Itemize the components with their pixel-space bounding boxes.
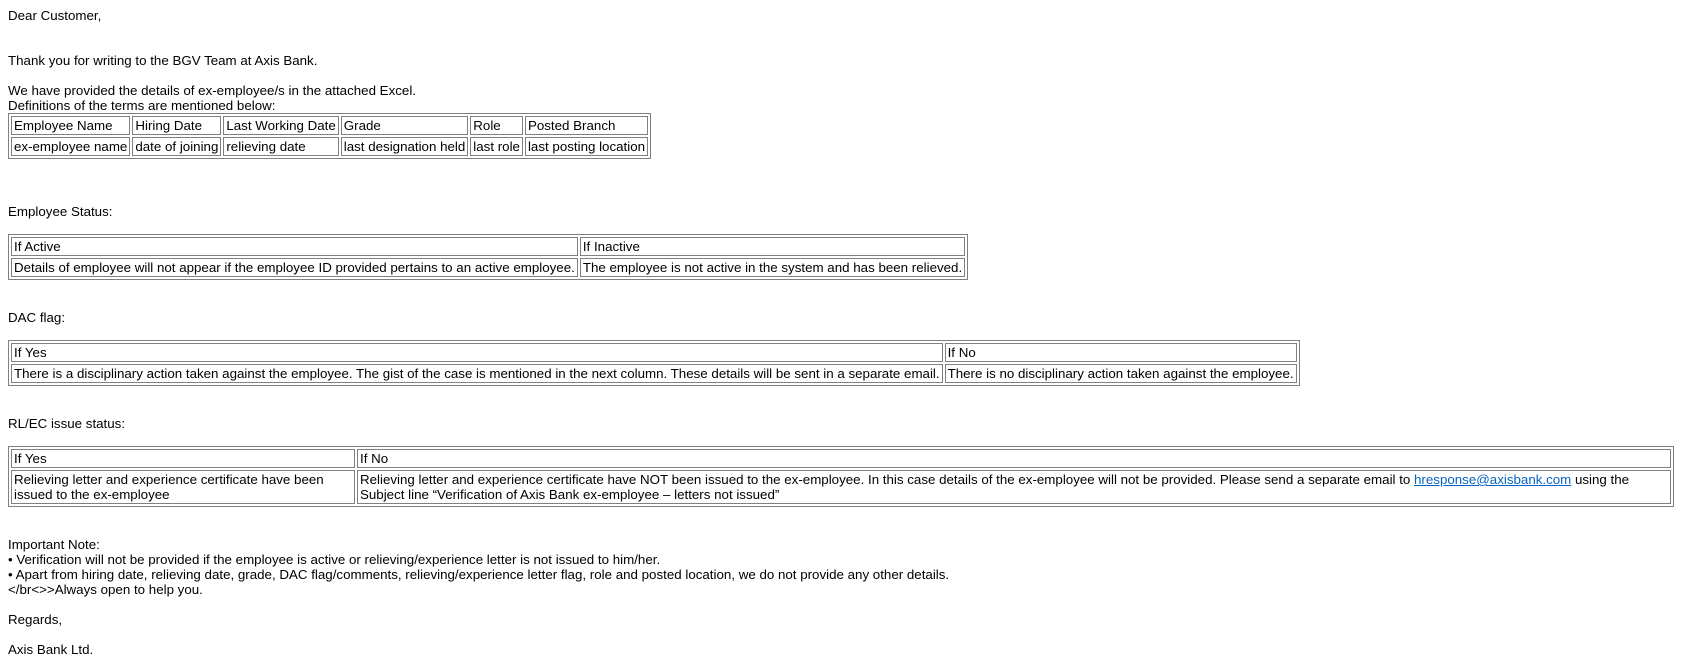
- table-row: [11, 237, 965, 256]
- table-cell: Role: [470, 116, 523, 135]
- table-row: [11, 343, 1297, 362]
- table-cell: If No: [945, 343, 1297, 362]
- table-cell: If No: [357, 449, 1671, 468]
- table-cell: Employee Name: [11, 116, 130, 135]
- intro-line-1: We have provided the details of ex-employee/s in the attached Excel.: [8, 83, 416, 98]
- table-cell: date of joining: [132, 137, 221, 156]
- table-cell: The employee is not active in the system and has been relieved.: [580, 258, 965, 277]
- table-cell: relieving date: [223, 137, 338, 156]
- regards: Regards,: [8, 612, 63, 627]
- table-cell: If Active: [11, 237, 578, 256]
- table-cell: There is no disciplinary action taken against the employee.: [945, 364, 1297, 383]
- signature: Axis Bank Ltd.: [8, 642, 94, 657]
- definitions-value-row: [11, 137, 648, 156]
- table-row: [11, 364, 1297, 383]
- important-note-bullet: • Apart from hiring date, relieving date, grade, DAC flag/comments, relieving/experience letter flag, role and posted location, we do not provide any other details.: [8, 567, 950, 582]
- table-cell: If Inactive: [580, 237, 965, 256]
- hr-email-link[interactable]: hresponse@axisbank.com: [1414, 472, 1572, 487]
- definitions-header-row: [11, 116, 648, 135]
- rlec-no-text-before: Relieving letter and experience certificate have NOT been issued to the ex-employee. In this case details of the ex-employee will not be provided. Please send a separate email to: [360, 472, 1415, 487]
- table-cell: last designation held: [341, 137, 469, 156]
- table-cell: last posting location: [525, 137, 648, 156]
- employee-status-table: [8, 234, 968, 280]
- greeting: Dear Customer,: [8, 8, 102, 23]
- rlec-no-text-after: using the Subject line “Verification of Axis Bank ex-employee – letters not issued”: [360, 472, 1630, 502]
- table-row: [11, 258, 965, 277]
- rlec-status-label: RL/EC issue status:: [8, 416, 126, 431]
- table-cell: Last Working Date: [223, 116, 338, 135]
- thanks-line: Thank you for writing to the BGV Team at Axis Bank.: [8, 53, 318, 68]
- table-cell: ex-employee name: [11, 137, 130, 156]
- closing-line: </br<>>Always open to help you.: [8, 582, 203, 597]
- dac-flag-label: DAC flag:: [8, 310, 66, 325]
- rlec-status-table: [8, 446, 1674, 507]
- dac-flag-table: [8, 340, 1300, 386]
- table-cell: Hiring Date: [132, 116, 221, 135]
- table-cell: There is a disciplinary action taken against the employee. The gist of the case is mentioned in the next column. These details will be sent in a separate email.: [11, 364, 943, 383]
- table-row: [11, 449, 1671, 468]
- important-note-bullet: • Verification will not be provided if the employee is active or relieving/experience letter is not issued to him/her.: [8, 552, 661, 567]
- definitions-table: [8, 113, 651, 159]
- table-cell: last role: [470, 137, 523, 156]
- table-cell: If Yes: [11, 449, 355, 468]
- employee-status-label: Employee Status:: [8, 204, 113, 219]
- table-cell: Relieving letter and experience certificate have been issued to the ex-employee: [11, 470, 355, 504]
- table-cell: If Yes: [11, 343, 943, 362]
- table-row: [11, 470, 1671, 504]
- table-cell: Posted Branch: [525, 116, 648, 135]
- important-note-label: Important Note:: [8, 537, 100, 552]
- table-cell: [357, 470, 1671, 504]
- intro-line-2: Definitions of the terms are mentioned below:: [8, 98, 276, 113]
- table-cell: Details of employee will not appear if the employee ID provided pertains to an active employee.: [11, 258, 578, 277]
- table-cell: Grade: [341, 116, 469, 135]
